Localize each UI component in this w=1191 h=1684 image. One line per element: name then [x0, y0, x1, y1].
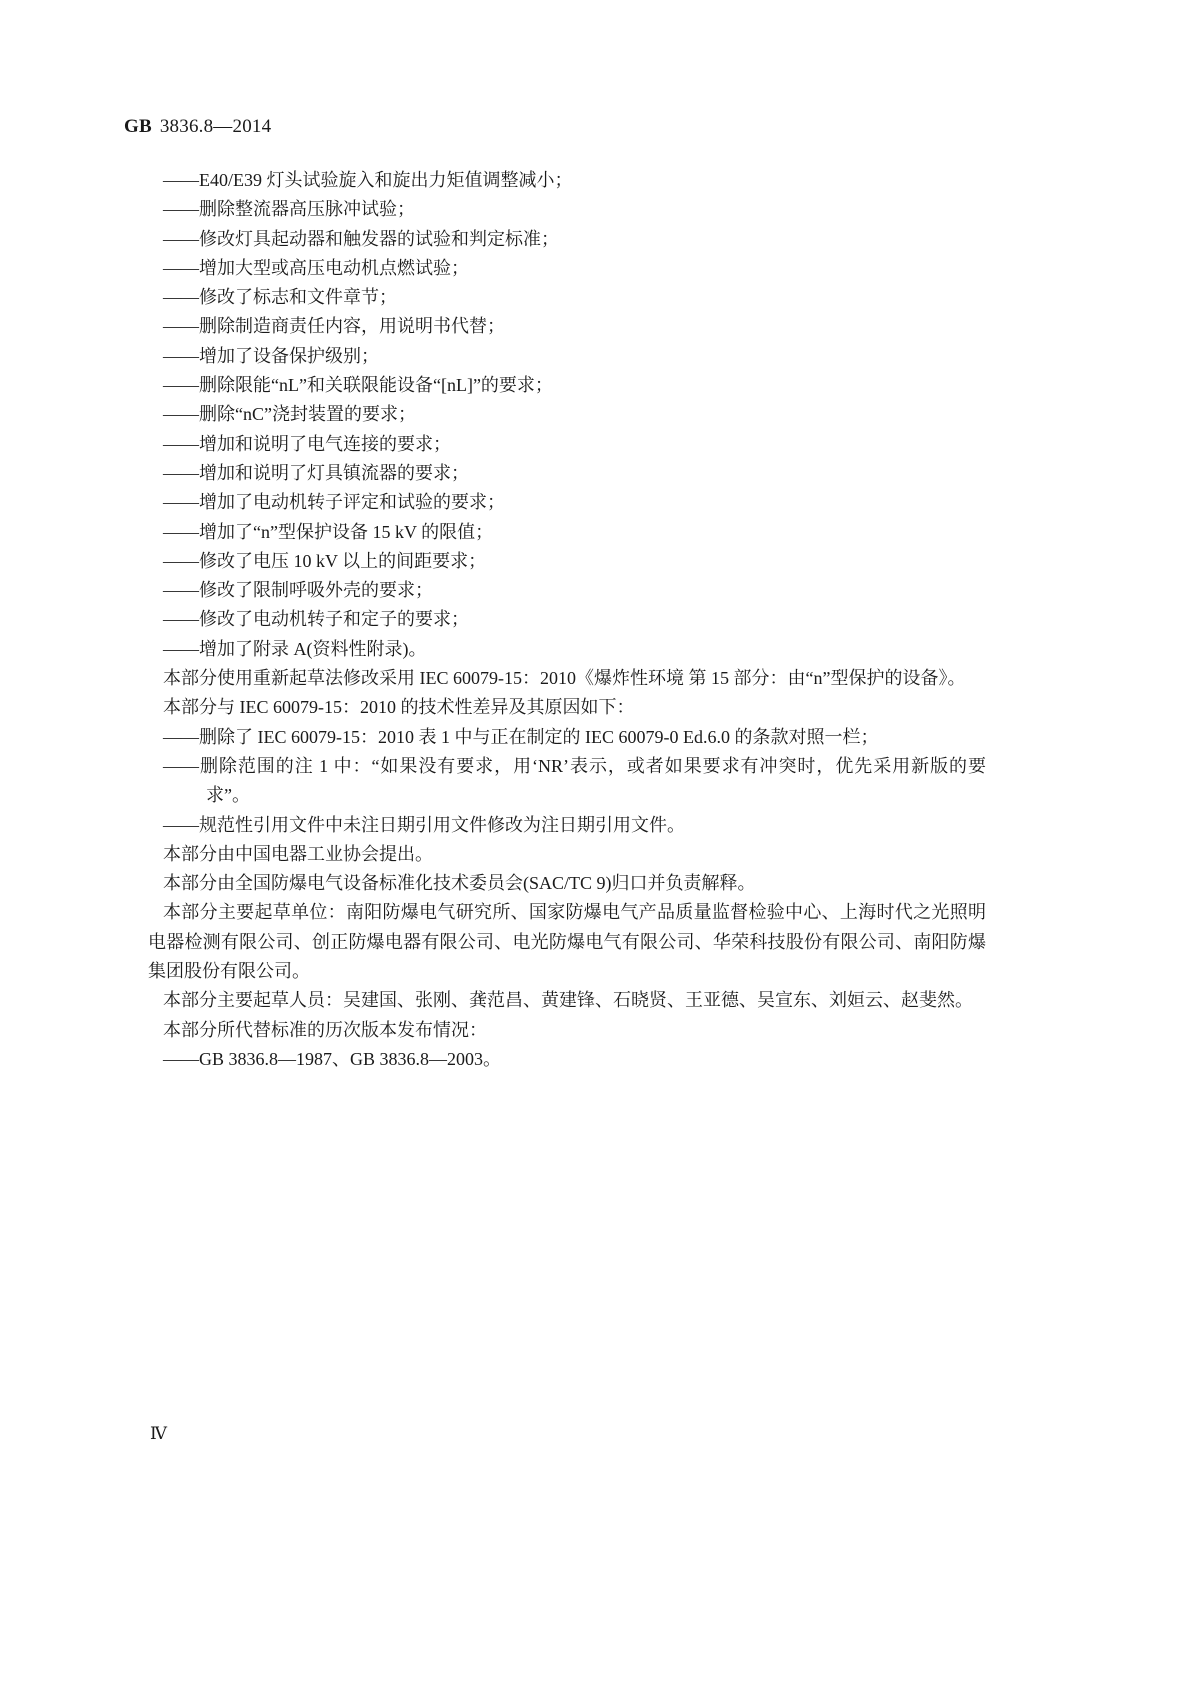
changes-list — [148, 166, 986, 664]
list-item: ——修改了限制呼吸外壳的要求； — [163, 580, 433, 601]
list-item: ——删除整流器高压脉冲试验； — [163, 199, 415, 220]
document-header — [124, 116, 271, 138]
list-item: ——GB 3836.8—1987、GB 3836.8—2003。 — [163, 1048, 502, 1069]
list-item: ——删除限能“nL”和关联限能设备“[nL]”的要求； — [163, 375, 553, 396]
page-number: Ⅳ — [150, 1424, 167, 1443]
list-item: ——增加了“n”型保护设备 15 kV 的限值； — [163, 521, 494, 542]
adoption-paragraph: 本部分使用重新起草法修改采用 IEC 60079-15：2010《爆炸性环境 第 15 部分：由“n”型保护的设备》。 — [163, 668, 966, 689]
list-item: ——增加和说明了电气连接的要求； — [163, 433, 451, 454]
differences-intro: 本部分与 IEC 60079-15：2010 的技术性差异及其原因如下： — [163, 697, 635, 718]
list-item: ——修改了标志和文件章节； — [163, 287, 397, 308]
list-item: ——增加大型或高压电动机点燃试验； — [163, 257, 469, 278]
list-item: ——增加了设备保护级别； — [163, 345, 379, 366]
standard-number: 3836.8—2014 — [159, 116, 272, 137]
proposed-by-paragraph: 本部分由中国电器工业协会提出。 — [163, 843, 433, 864]
list-item: ——删除制造商责任内容，用说明书代替； — [163, 316, 505, 337]
list-item: ——修改灯具起动器和触发器的试验和判定标准； — [163, 228, 559, 249]
list-item: ——增加了电动机转子评定和试验的要求； — [163, 492, 505, 513]
centralized-by-paragraph: 本部分由全国防爆电气设备标准化技术委员会(SAC/TC 9)归口并负责解释。 — [163, 873, 756, 894]
standard-code: GB — [124, 116, 152, 137]
drafters-paragraph: 本部分主要起草人员：吴建国、张刚、龚范昌、黄建锋、石晓贤、王亚德、吴宣东、刘姮云、赵斐然。 — [163, 990, 973, 1011]
list-item: ——规范性引用文件中未注日期引用文件修改为注日期引用文件。 — [163, 814, 685, 835]
document-body — [148, 166, 986, 1074]
list-item: ——删除范围的注 1 中：“如果没有要求，用‘NR’表示，或者如果要求有冲突时，优先采用新版的要求”。 — [163, 755, 986, 806]
list-item: ——修改了电动机转子和定子的要求； — [163, 609, 469, 630]
list-item: ——增加和说明了灯具镇流器的要求； — [163, 462, 469, 483]
history-intro: 本部分所代替标准的历次版本发布情况： — [163, 1019, 487, 1040]
list-item: ——删除了 IEC 60079-15：2010 表 1 中与正在制定的 IEC 60079-0 Ed.6.0 的条款对照一栏； — [163, 726, 879, 747]
list-item: ——增加了附录 A(资料性附录)。 — [163, 638, 427, 659]
list-item: ——删除“nC”浇封装置的要求； — [163, 404, 416, 425]
list-item: ——修改了电压 10 kV 以上的间距要求； — [163, 550, 487, 571]
drafting-units-paragraph: 本部分主要起草单位：南阳防爆电气研究所、国家防爆电气产品质量监督检验中心、上海时代之光照明电器检测有限公司、创正防爆电器有限公司、电光防爆电气有限公司、华荣科技股份有限公司、南阳防爆集团股份有限公司。 — [148, 902, 986, 982]
list-item: ——E40/E39 灯头试验旋入和旋出力矩值调整减小； — [163, 170, 573, 190]
